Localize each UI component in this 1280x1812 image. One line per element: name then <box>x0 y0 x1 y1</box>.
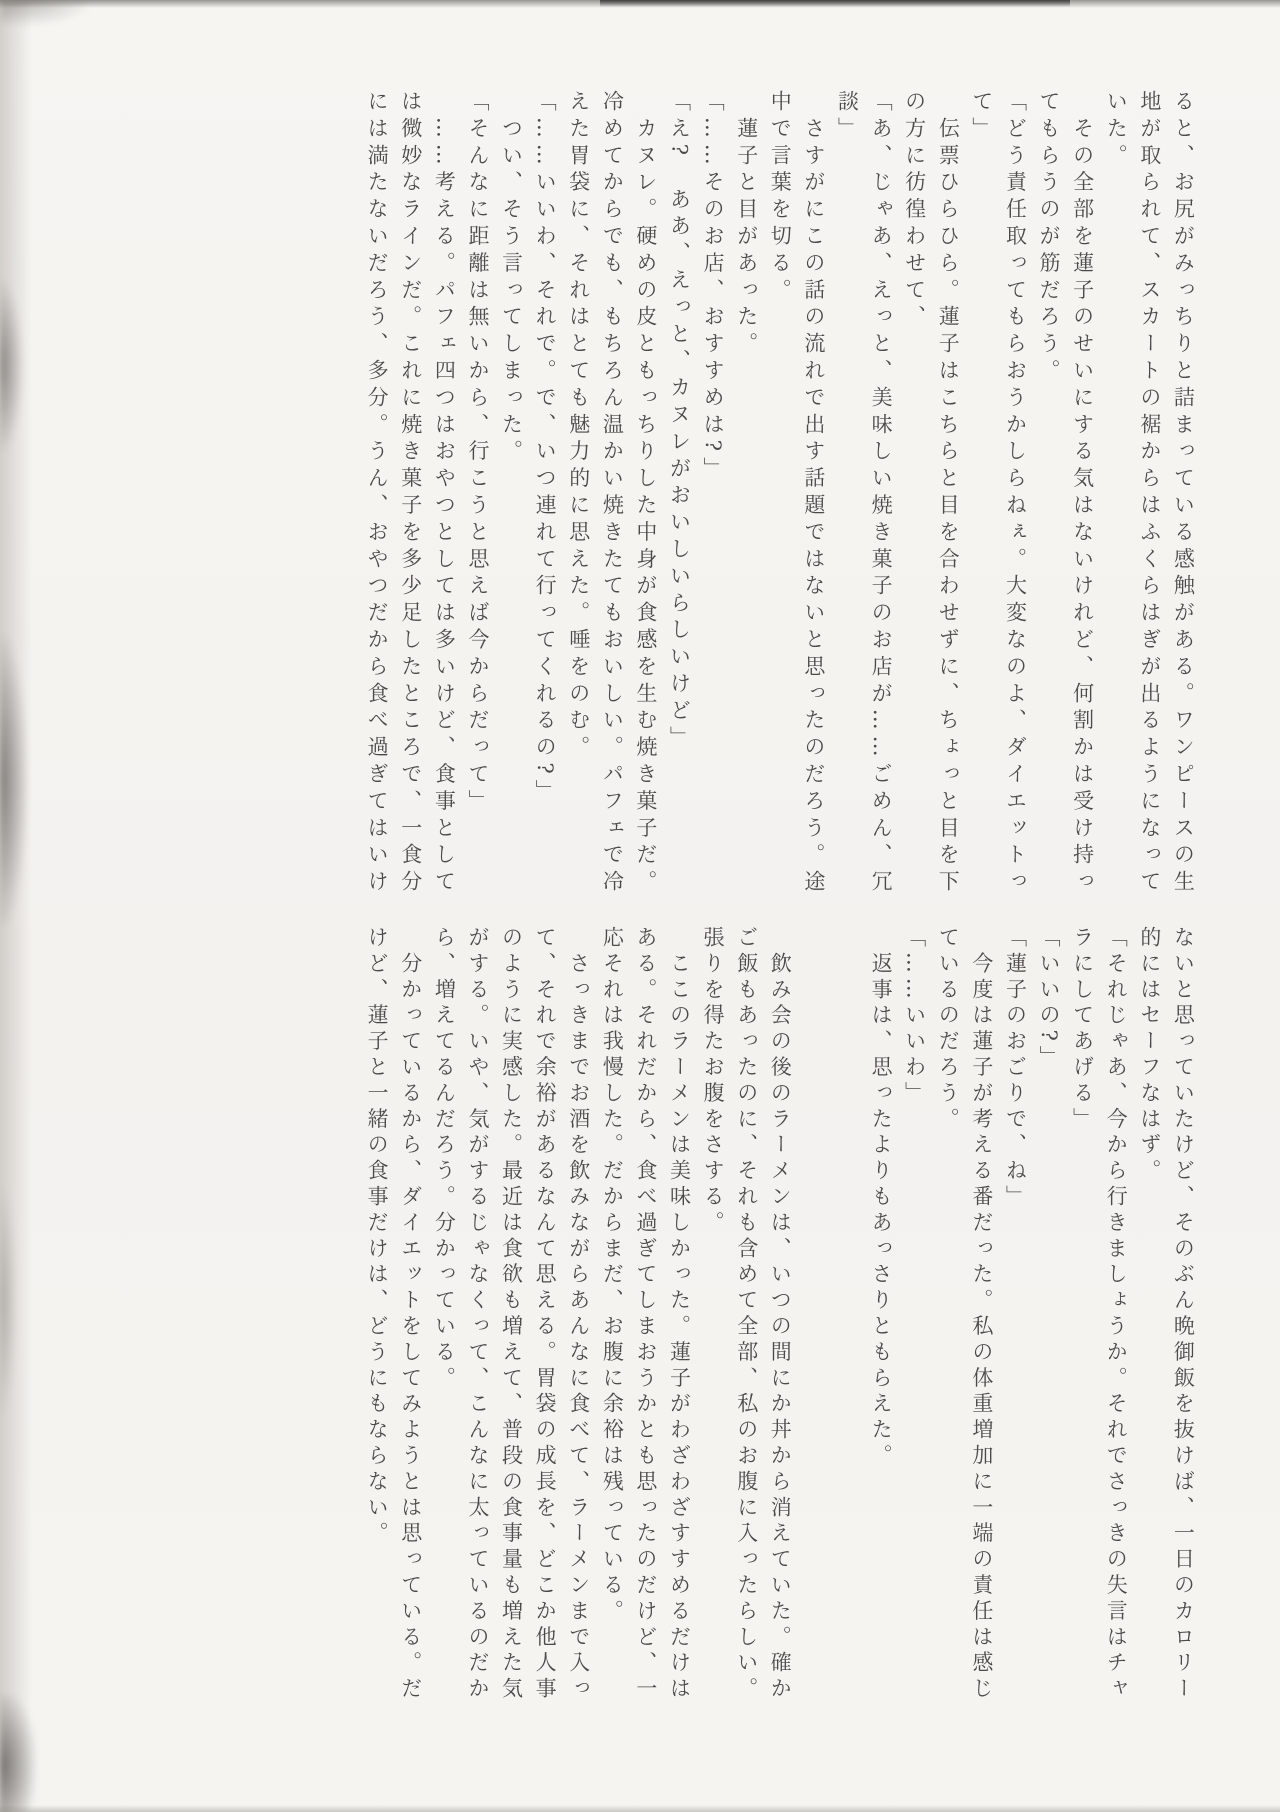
text-column: 談」 <box>835 90 860 144</box>
text-column: さっきまでお酒を飲みながらあんなに食べて、ラーメンまで入っ <box>566 926 591 1703</box>
scan-smudge <box>0 1180 18 1420</box>
text-column: て、それで余裕があるなんて思える。胃袋の成長を、どこか他人事 <box>533 926 558 1703</box>
text-column: ているのだろう。 <box>936 926 961 1134</box>
text-column: 中で言葉を切る。 <box>768 90 793 306</box>
text-column: 冷めてからでも、もちろん温かい焼きたてもおいしい。パフェで冷 <box>600 90 625 897</box>
text-column-blank <box>803 926 825 1706</box>
text-column: 飲み会の後のラーメンは、いつの間にか丼から消えていた。確か <box>768 926 793 1703</box>
text-column: 「……そのお店、おすすめは?」 <box>701 90 726 484</box>
text-column: ると、お尻がみっちりと詰まっている感触がある。ワンピースの生 <box>1171 90 1196 897</box>
text-column: 「あ、じゃあ、えっと、美味しい焼き菓子のお店が……ごめん、冗 <box>869 90 894 897</box>
text-column: 分かっているから、ダイエットをしてみようとは思っている。だ <box>398 926 423 1703</box>
text-column: ないと思っていたけど、そのぶん晩御飯を抜けば、一日のカロリー <box>1171 926 1196 1703</box>
text-column: ラにしてあげる」 <box>1070 926 1095 1134</box>
text-column: 「蓮子のおごりで、ね」 <box>1003 926 1028 1211</box>
text-column: 伝票ひらひら。蓮子はこちらと目を合わせずに、ちょっと目を下 <box>936 90 961 897</box>
text-column: には満たないだろう、多分。うん、おやつだから食べ過ぎてはいけ <box>365 90 390 897</box>
text-column: 蓮子と目があった。 <box>734 90 759 359</box>
scan-edge-bottom <box>0 1805 1280 1812</box>
text-column-blank <box>836 926 858 1706</box>
text-column: は微妙なラインだ。これに焼き菓子を多少足したところで、一食分 <box>398 90 423 897</box>
scan-smudge <box>0 278 24 453</box>
text-column: カヌレ。硬めの皮ともっちりした中身が食感を生む焼き菓子だ。 <box>633 90 658 897</box>
text-column: てもらうのが筋だろう。 <box>1037 90 1062 386</box>
text-column: ここのラーメンは美味しかった。蓮子がわざわざすすめるだけは <box>667 926 692 1703</box>
scan-smudge <box>0 0 90 26</box>
text-column: 「……いいわ、それで。で、いつ連れて行ってくれるの?」 <box>533 90 558 807</box>
text-column: その全部を蓮子のせいにする気はないけれど、何割かは受け持っ <box>1070 90 1095 897</box>
text-column: ご飯もあったのに、それも含めて全部、私のお腹に入ったらしい。 <box>734 926 759 1703</box>
text-column: さすがにこの話の流れで出す話題ではないと思ったのだろう。途 <box>801 90 826 897</box>
text-column: の方に彷徨わせて、 <box>902 90 927 333</box>
text-column: がする。いや、気がするじゃなくって、こんなに太っているのだか <box>465 926 490 1703</box>
text-column: 「そんなに距離は無いから、行こうと思えば今からだって」 <box>465 90 490 817</box>
text-column: ある。それだから、食べ過ぎてしまおうかとも思ったのだけど、一 <box>633 926 658 1703</box>
text-column: ら、増えてるんだろう。分かっている。 <box>432 926 457 1393</box>
scan-smudge <box>0 1695 36 1812</box>
text-column: 地が取られて、スカートの裾からはふくらはぎが出るようになって <box>1137 90 1162 897</box>
text-column: 応それは我慢した。だからまだ、お腹に余裕は残っている。 <box>600 926 625 1626</box>
text-column: 「どう責任取ってもらおうかしらねぇ。大変なのよ、ダイエットっ <box>1003 90 1028 897</box>
text-column: 「え? ああ、えっと、カヌレがおいしいらしいけど」 <box>667 90 692 753</box>
text-column: のように実感した。最近は食欲も増えて、普段の食事量も増えた気 <box>499 926 524 1703</box>
text-column: 今度は蓮子が考える番だった。私の体重増加に一端の責任は感じ <box>969 926 994 1703</box>
scan-smudge <box>0 635 28 925</box>
text-column: けど、蓮子と一緒の食事だけは、どうにもならない。 <box>365 926 390 1548</box>
text-column: 返事は、思ったよりもあっさりともらえた。 <box>869 926 894 1470</box>
text-column: えた胃袋に、それはとても魅力的に思えた。唾をのむ。 <box>566 90 591 763</box>
text-column: 張りを得たお腹をさする。 <box>701 926 726 1237</box>
text-column: いた。 <box>1104 90 1129 171</box>
text-column: 「いいの?」 <box>1037 926 1062 1072</box>
text-block-bottom <box>355 926 1206 1706</box>
scan-edge-top-dark <box>600 0 1070 7</box>
text-block-top <box>355 90 1206 905</box>
text-column: て」 <box>969 90 994 144</box>
text-column: 「……いいわ」 <box>902 926 927 1108</box>
text-column: つい、そう言ってしまった。 <box>499 90 524 467</box>
text-column: ……考える。パフェ四つはおやつとしては多いけど、食事として <box>432 90 457 897</box>
text-column: 的にはセーフなはず。 <box>1137 926 1162 1185</box>
text-column: 「それじゃあ、今から行きましょうか。それでさっきの失言はチャ <box>1104 926 1129 1703</box>
